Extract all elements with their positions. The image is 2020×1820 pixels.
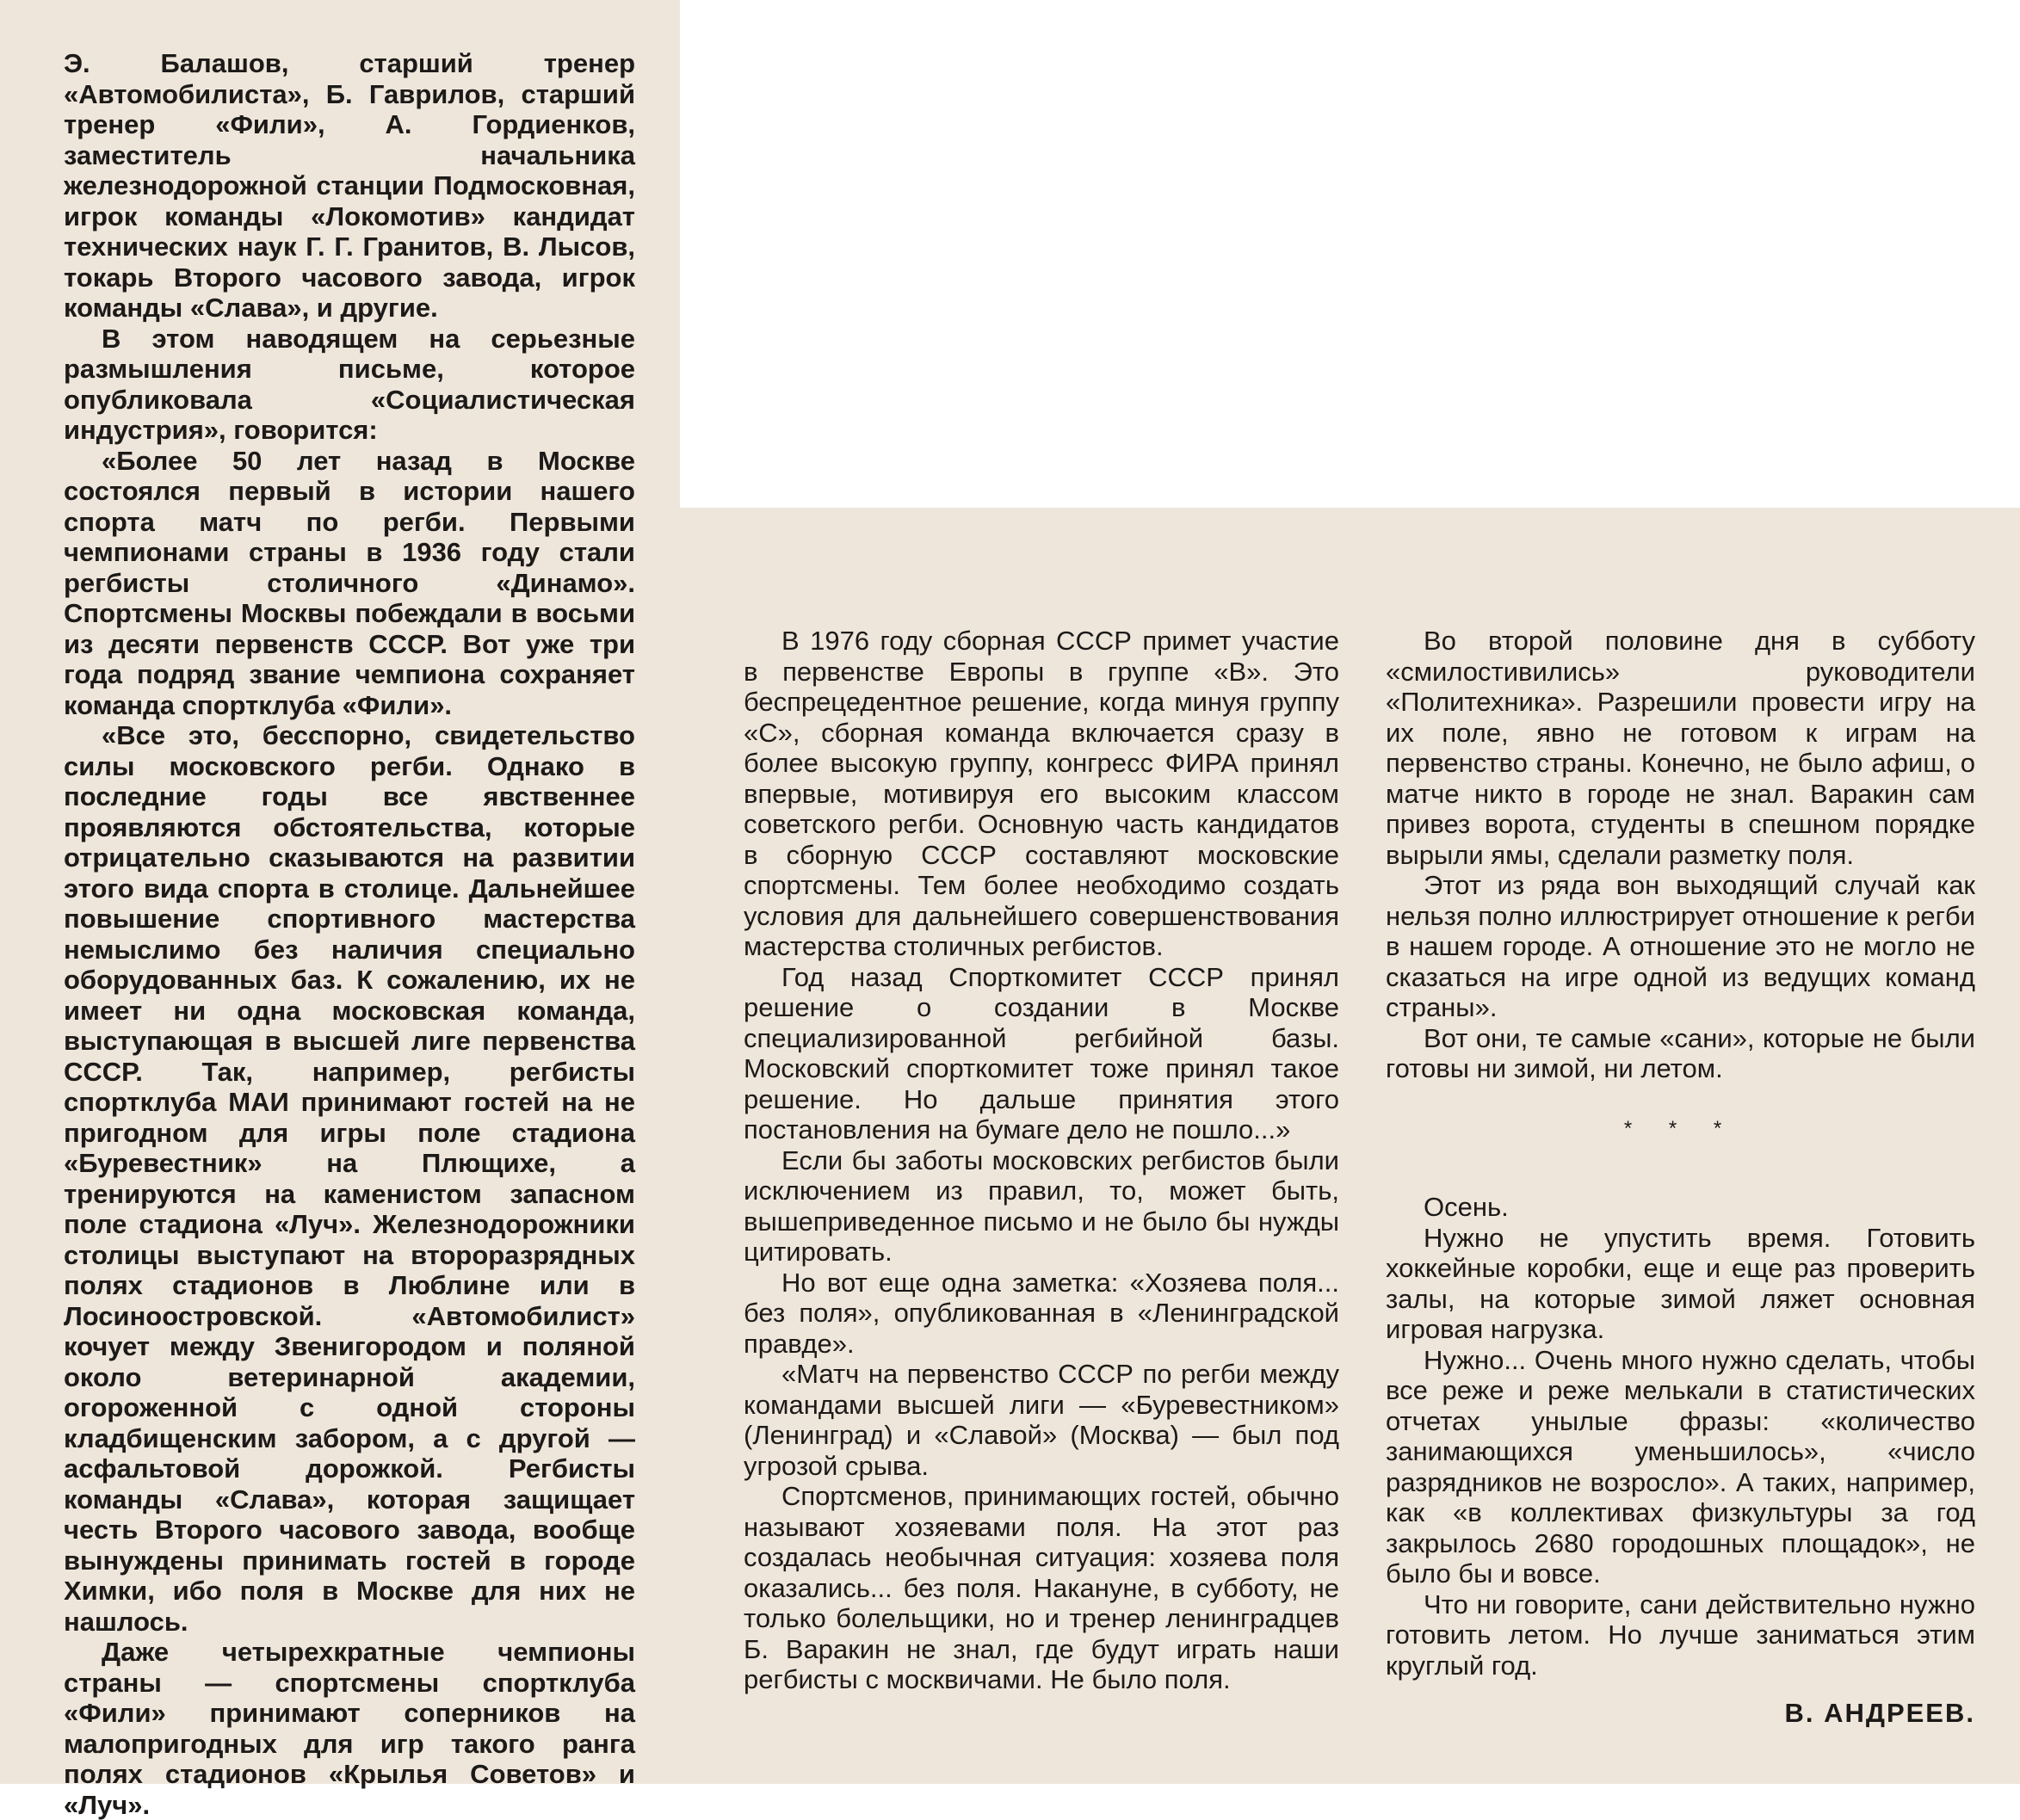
article-column-3 bbox=[1386, 626, 1975, 1729]
paragraph: «Более 50 лет назад в Москве состоялся первый в истории нашего спорта матч по регби. Первыми чемпионами страны в 1936 году стали регбисты столичного «Динамо». Спортсмены Москвы побеждали в восьми из десяти первенств СССР. Вот уже три года подряд звание чемпиона сохраняет команда спортклуба «Фили». bbox=[64, 445, 635, 720]
paragraph: Нужно... Очень много нужно сделать, чтобы все реже и реже мелькали в статистических отчетах унылые фразы: «количество занимающихся уменьшилось», «число разрядников не возросло». А таких, например, как «в коллективах физкультуры за год закрылось 2680 городошных площадок», не было бы и вовсе. bbox=[1386, 1344, 1975, 1589]
paragraph: Вот они, те самые «сани», которые не были готовы ни зимой, ни летом. bbox=[1386, 1022, 1975, 1083]
paragraph: Год назад Спорткомитет СССР принял решение о создании в Москве специализированной регбийной базы. Московский спорткомитет тоже принял такое решение. Но дальше принятия этого постановления на бумаге дело не пошло...» bbox=[744, 961, 1339, 1144]
paragraph: Но вот еще одна заметка: «Хозяева поля... без поля», опубликованная в «Ленинградской правде». bbox=[744, 1267, 1339, 1359]
paragraph: Даже четырехкратные чемпионы страны — спортсмены спортклуба «Фили» принимают соперников на малопригодных для игр такого ранга полях стадионов «Крылья Советов» и «Луч». bbox=[64, 1637, 635, 1820]
paragraph: Во второй половине дня в субботу «смилостивились» руководители «Политехника». Разрешили провести игру на их поле, явно не готовом к играм на первенство страны. Конечно, не было афиш, о матче никто в городе не знал. Варакин сам привез ворота, студенты в спешном порядке вырыли ямы, сделали разметку поля. bbox=[1386, 626, 1975, 870]
paragraph: Спортсменов, принимающих гостей, обычно называют хозяевами поля. На этот раз создалась необычная ситуация: хозяева поля оказались... без поля. Накануне, в субботу, не только болельщики, но и тренер ленинградцев Б. Варакин не знал, где будут играть наши регбисты с москвичами. Не было поля. bbox=[744, 1481, 1339, 1694]
author-signature: В. АНДРЕЕВ. bbox=[1784, 1698, 1975, 1728]
paragraph: Осень. bbox=[1424, 1192, 1509, 1222]
article-column-2 bbox=[744, 626, 1339, 1695]
paragraph: Этот из ряда вон выходящий случай как нельзя полно иллюстрирует отношение к регби в нашем городе. А отношение это не могло не сказаться на игре одной из ведущих команд страны». bbox=[1386, 870, 1975, 1022]
section-separator: * * * bbox=[1623, 1116, 1738, 1140]
paragraph: Что ни говорите, сани действительно нужно готовить летом. Но лучше заниматься этим круглый год. bbox=[1386, 1589, 1975, 1681]
paragraph: Нужно не упустить время. Готовить хоккейные коробки, еще и еще раз проверить залы, на которые зимой ляжет основная игровая нагрузка. bbox=[1386, 1222, 1975, 1344]
paragraph: В этом наводящем на серьезные размышления письме, которое опубликовала «Социалистическая индустрия», говорится: bbox=[64, 323, 635, 445]
paragraph: «Матч на первенство СССР по регби между командами высшей лиги — «Буревестником» (Ленинград) и «Славой» (Москва) — был под угрозой срыва. bbox=[744, 1359, 1339, 1481]
paragraph: В 1976 году сборная СССР примет участие в первенстве Европы в группе «В». Это беспрецедентное решение, когда минуя группу «С», сборная команда включается сразу в более высокую группу, конгресс ФИРА принял впервые, мотивируя его высоким классом советского регби. Основную часть кандидатов в сборную СССР составляют московские спортсмены. Тем более необходимо создать условия для дальнейшего совершенствования мастерства столичных регбистов. bbox=[744, 626, 1339, 961]
article-column-1 bbox=[64, 48, 635, 1820]
paragraph: Если бы заботы московских регбистов были исключением из правил, то, может быть, вышеприведенное письмо и не было бы нужды цитировать. bbox=[744, 1144, 1339, 1267]
paragraph: Э. Балашов, старший тренер «Автомобилиста», Б. Гаврилов, старший тренер «Фили», А. Гордиенков, заместитель начальника железнодорожной станции Подмосковная, игрок команды «Локомотив» кандидат технических наук Г. Г. Гранитов, В. Лысов, токарь Второго часового завода, игрок команды «Слава», и другие. bbox=[64, 48, 635, 323]
paragraph: «Все это, бесспорно, свидетельство силы московского регби. Однако в последние годы все явственнее проявляются обстоятельства, которые отрицательно сказываются на развитии этого вида спорта в столице. Дальнейшее повышение спортивного мастерства немыслимо без наличия специально оборудованных баз. К сожалению, их не имеет ни одна московская команда, выступающая в высшей лиге первенства СССР. Так, например, регбисты спортклуба МАИ принимают гостей на не пригодном для игры поле стадиона «Буревестник» на Плющихе, а тренируются на каменистом запасном поле стадиона «Луч». Железнодорожники столицы выступают на второразрядных полях стадионов в Люблине или в Лосиноостровской. «Автомобилист» кочует между Звенигородом и поляной около ветеринарной академии, огороженной с одной стороны кладбищенским забором, а с другой — асфальтовой дорожкой. Регбисты команды «Слава», которая защищает честь Второго часового завода, вообще вынуждены принимать гостей в городе Химки, ибо поля в Москве для них не нашлось. bbox=[64, 720, 635, 1637]
